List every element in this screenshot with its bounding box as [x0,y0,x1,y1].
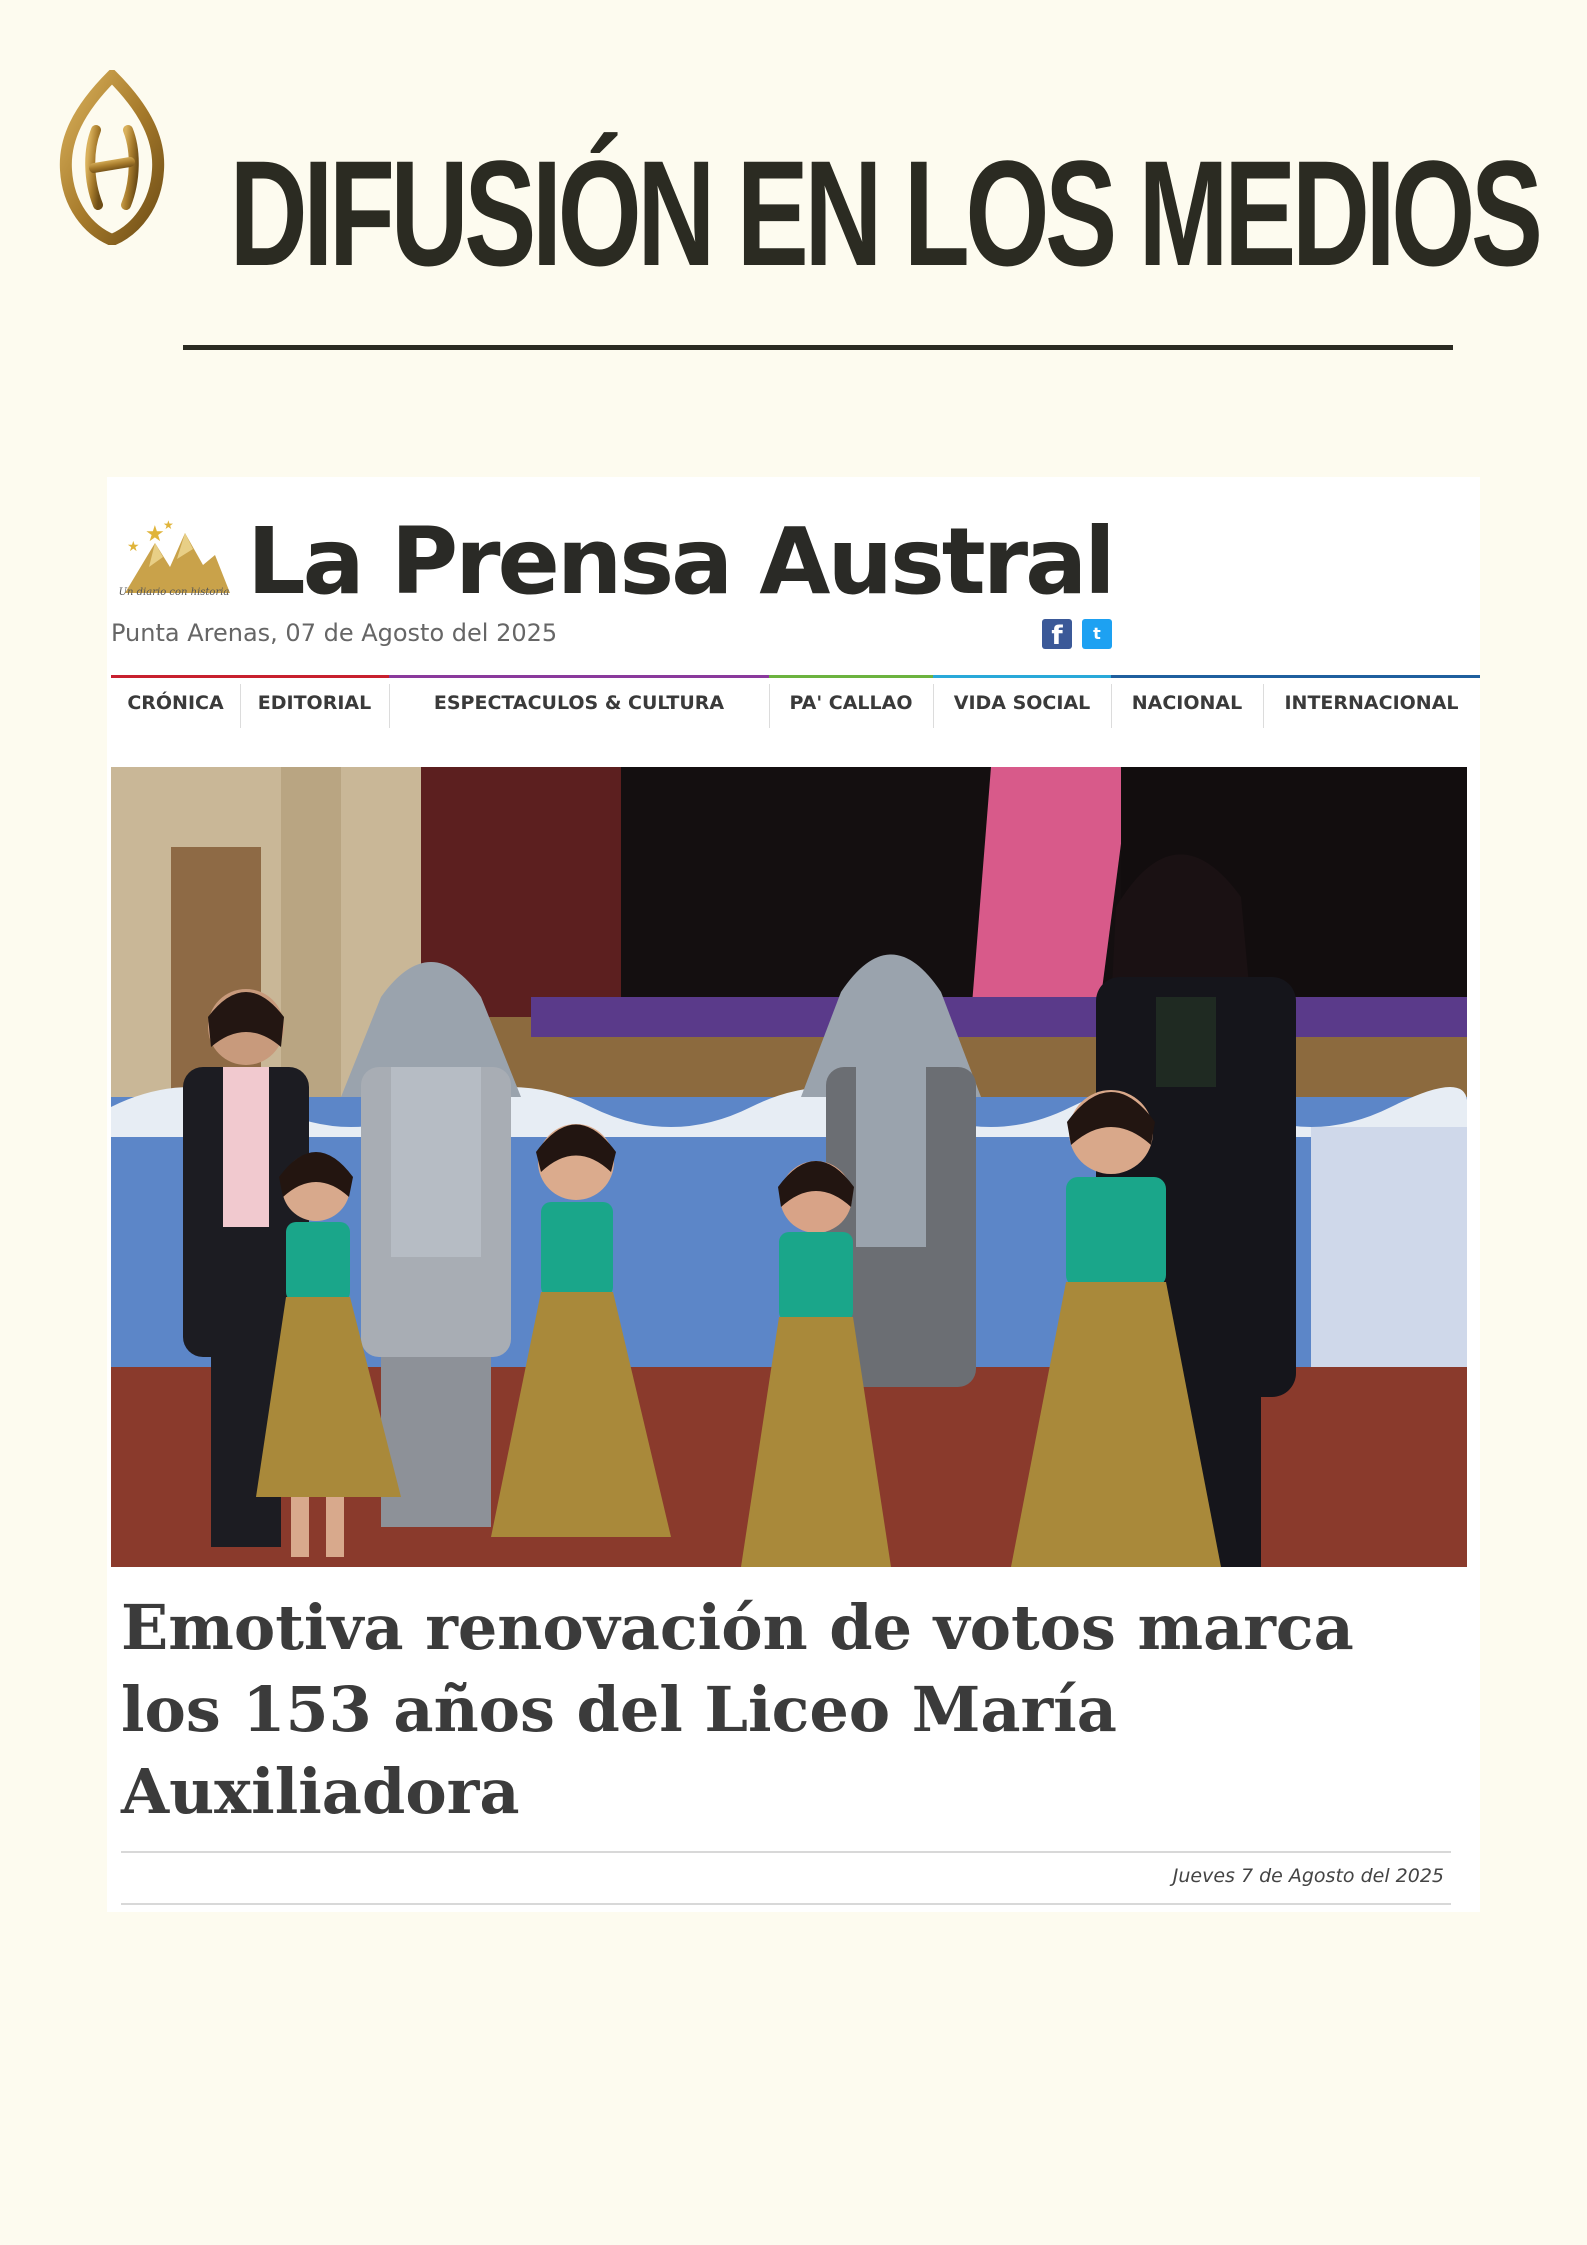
nav-item-pa-callao[interactable]: PA' CALLAO [769,675,933,727]
nav-item-vida-social[interactable]: VIDA SOCIAL [933,675,1111,727]
twitter-icon[interactable]: t [1082,619,1112,649]
nav-item-internacional[interactable]: INTERNACIONAL [1263,675,1480,727]
nav-item-editorial[interactable]: EDITORIAL [240,675,389,727]
svg-text:★: ★ [145,522,165,547]
section-nav [111,675,1480,727]
newspaper-logo-icon [115,515,235,625]
article-headline: Emotiva renovación de votos marca los 153 años del Liceo María Auxiliadora [121,1591,1354,1828]
svg-text:★: ★ [127,539,140,555]
facebook-icon[interactable]: f [1042,619,1072,649]
title-divider [183,345,1453,350]
page-title: DIFUSIÓN EN LOS MEDIOS [229,129,1539,297]
school-emblem-icon [58,70,166,245]
nav-item-nacional[interactable]: NACIONAL [1111,675,1263,727]
svg-text:★: ★ [163,518,174,532]
headline-divider [121,1851,1451,1853]
nav-item-cronica[interactable]: CRÓNICA [111,675,240,727]
article-date: Jueves 7 de Agosto del 2025 [1172,1865,1444,1887]
newspaper-slogan: Un diario con historia [118,587,230,598]
article-photo [111,767,1467,1567]
newspaper-name: La Prensa Austral [247,508,1113,615]
newspaper-date-line: Punta Arenas, 07 de Agosto del 2025 [111,619,558,647]
nav-item-espectaculos-cultura[interactable]: ESPECTACULOS & CULTURA [389,675,769,727]
newspaper-clipping [107,477,1480,1912]
footer-divider [121,1903,1451,1905]
